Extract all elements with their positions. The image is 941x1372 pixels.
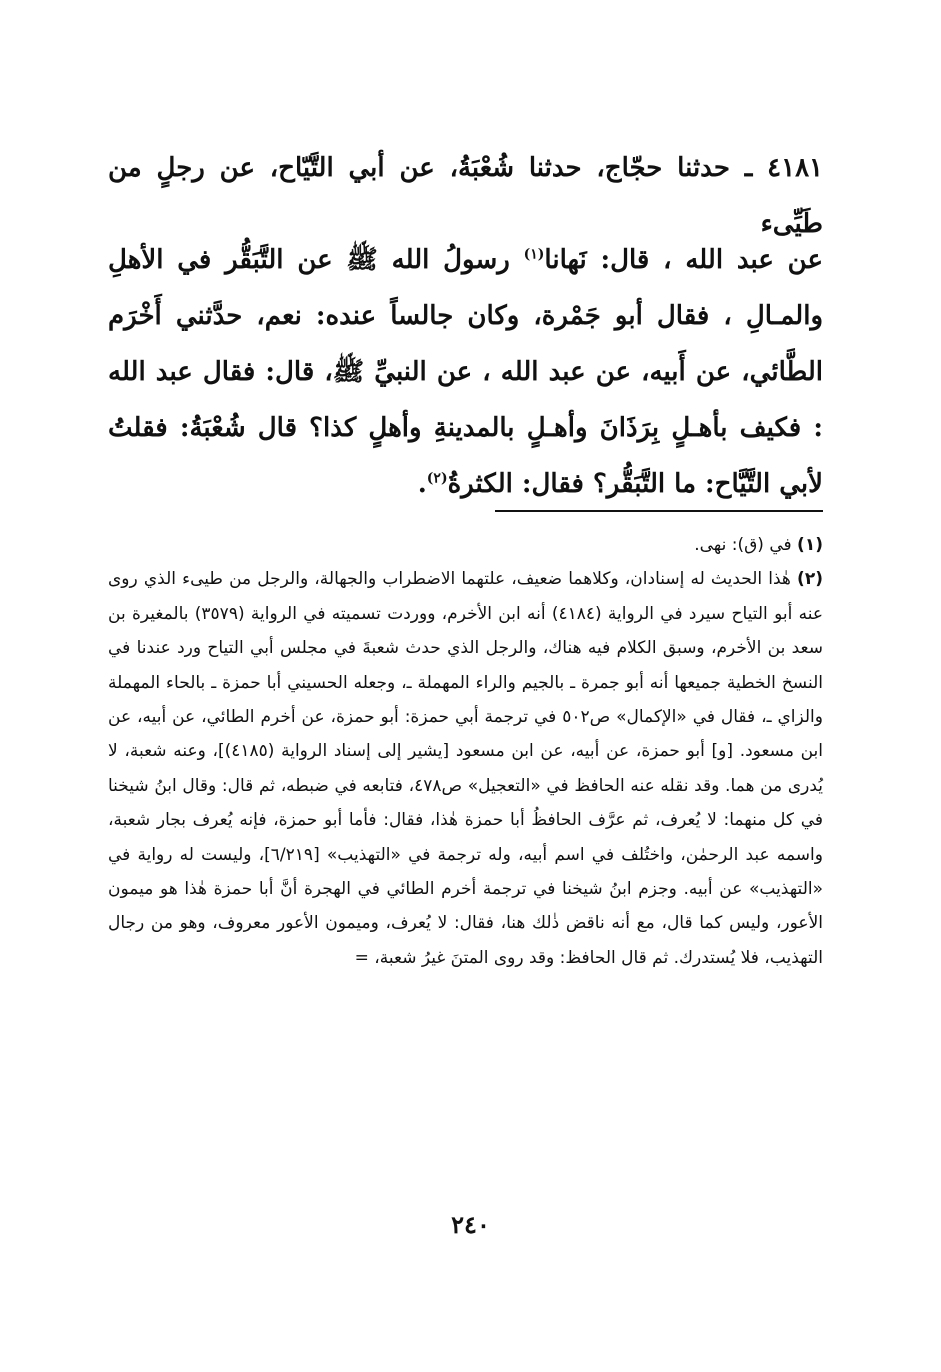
hadith-text-end: . xyxy=(417,469,427,499)
page-number: ٢٤٠ xyxy=(451,1210,490,1239)
footnote-2 xyxy=(108,562,823,975)
footnote-ref-2[interactable]: (٢) xyxy=(426,470,448,487)
footnote-ref-1[interactable]: (١) xyxy=(523,246,545,263)
footnote-1 xyxy=(108,528,823,562)
footnote-2-text: هٰذا الحديث له إسنادان، وكلاهما ضعيف، علتهما الاضطراب والجهالة، والرجل من طيىء الذي روى عنه أبو التياح سيرد في الرواية (٤١٨٤) أنه ابن الأخرم، ووردت تسميته في الرواية (٣٥٧٩) بالمغيرة بن سعد بن الأخرم، وسبق الكلام فيه هناك، والرجل الذي حدث شعبةَ في مجلس أبي التياح ورد عندنا في النسخ الخطية جميعها أنه أبو جمرة ـ بالجيم والراء المهملة ـ، وجعله الحسيني أبا حمزة ـ بالحاء المهملة والزاي ـ، فقال في «الإكمال» ص٥٠٢ في ترجمة أبي حمزة: أبو حمزة، عن أخرم الطائي، عن أبيه، عن ابن مسعود. [و] أبو حمزة، عن أبيه، عن ابن مسعود [يشير إلى إسناد الرواية (٤١٨٥)]، وعنه شعبة، لا يُدرى من هما. وقد نقله عنه الحافظ في «التعجيل» ص٤٧٨، فتابعه في ضبطه، ثم قال: وقال ابنُ شيخنا في كل منهما: لا يُعرف، ثم عرَّف الحافظُ أبا حمزة هٰذا، فقال: فأما أبو حمزة، فإنه يُعرف بجار شعبة، واسمه عبد الرحمٰن، واختُلف في اسم أبيه، وله ترجمة في «التهذيب» [٦/٢١٩]، وليست له رواية في «التهذيب» عن أبيه. وجزم ابنُ شيخنا في ترجمة أخرم الطائي في الهجرة أنَّ أبا حمزة هٰذا هو ميمون الأعور، وليس كما قال، مع أنه ناقض ذٰلك هنا، فقال: لا يُعرف، وميمون الأعور معروف، وهو من رجال التهذيب، فلا يُستدرك. ثم قال الحافظ: وقد روى المتنَ غيرُ شعبة، = xyxy=(108,569,823,968)
footnotes-section xyxy=(108,528,823,975)
footnote-divider xyxy=(495,510,823,512)
footnote-1-text: في (ق): نهى. xyxy=(694,535,792,555)
hadith-matn xyxy=(108,232,823,512)
hadith-text-part2: رسولُ الله ﷺ عن التَّبَقُّر في الأهلِ والمـالِ ، فقال أبو جَمْرة، وكان جالساً عنده: نعم، حدَّثني أَخْرَم الطَّائي، عن أَبيه، عن عبد الله ، عن النبيِّ ﷺ، قال: فقال عبد الله : فكيف بأهـلٍ بِرَذَانَ وأهـلٍ بالمدينةِ وأهلٍ كذا؟ قال شُعْبَةُ: فقلتُ لأبي التَّيَّاح: ما التَّبَقُّر؟ فقال: الكثرةُ xyxy=(108,245,823,499)
hadith-body xyxy=(108,232,823,512)
footnote-1-number: (١) xyxy=(797,535,823,555)
hadith-text-part1: عن عبد الله ، قال: نَهانا xyxy=(544,245,823,275)
footnote-2-number: (٢) xyxy=(797,569,823,590)
hadith-isnad: ٤١٨١ ـ حدثنا حجّاج، حدثنا شُعْبَةُ، عن أبي التَّيّاح، عن رجلٍ من طَيِّىء xyxy=(108,153,823,239)
